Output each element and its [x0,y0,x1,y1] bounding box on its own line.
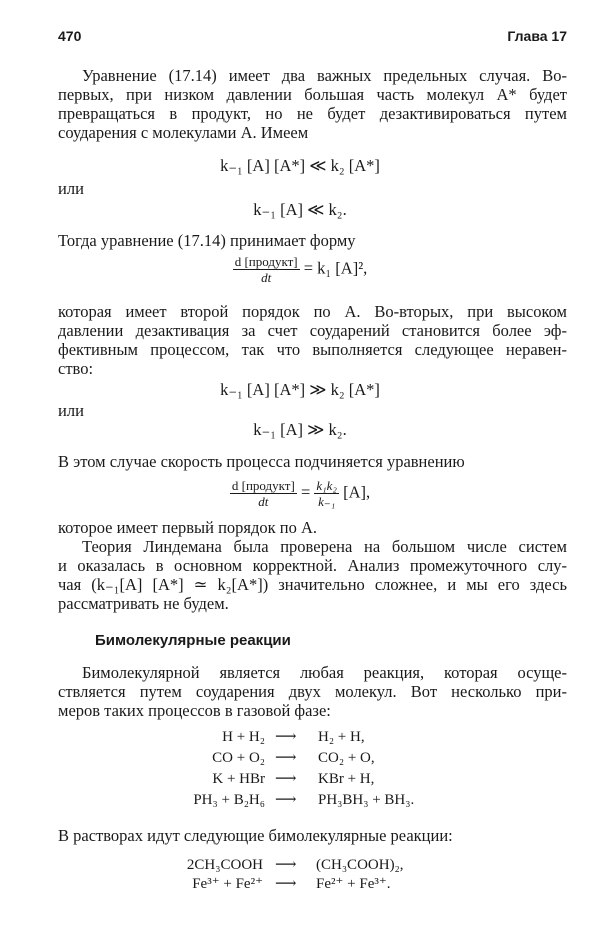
equation-rhs: = k₁ [A]², [303,258,368,278]
text-line: превращаться в продукт, но не будет дезактивироваться путем [58,104,567,123]
page-number: 470 [58,28,82,44]
text-line: В этом случае скорость процесса подчиняется уравнению [58,452,465,471]
text-line: Тогда уравнение (17.14) принимает форму [58,231,356,250]
reaction-right: CO₂ + O, [318,750,375,766]
text-line: Теория Линдемана была проверена на большом числе систем [82,537,567,556]
equation: k₋₁ [A] ≫ k₂. [253,420,347,439]
equation-rate-second-order [0,254,600,285]
fraction [314,478,339,509]
equation: k₋₁ [A] ≪ k₂. [253,200,347,219]
text-line: которое имеет первый порядок по A. [58,518,318,537]
text-line: и оказалась в основном корректной. Анализ промежуточного слу- [58,556,567,575]
equation-rate-first-order [0,478,600,509]
chapter-header: Глава 17 [507,28,567,44]
denominator: k₋₁ [318,494,336,509]
text-line: первых, при низком давлении большая часть молекул A* будет [58,85,567,104]
equation-tail: [A], [343,482,371,502]
fraction [230,478,297,509]
text-line: или [58,401,84,420]
arrow-icon: ⟶ [275,771,297,787]
reaction-right: (CH₃COOH)₂, [316,857,404,873]
text-line: Бимолекулярной является любая реакция, которая осуще- [82,663,567,682]
text-line: рассматривать не будем. [58,594,229,613]
equation: k₋₁ [A] [A*] ≪ k₂ [A*] [220,156,380,175]
text-line: чая (k₋₁[A] [A*] ≃ k₂[A*]) значительно сложнее, и мы его здесь [58,575,567,594]
denominator: dt [258,494,269,509]
text-line: давлении дезактивация за счет соударений становится более эф- [58,321,567,340]
reaction-right: KBr + H, [318,771,375,787]
arrow-icon: ⟶ [275,750,297,766]
text-line: или [58,179,84,198]
arrow-icon: ⟶ [275,857,297,873]
numerator: d [продукт] [234,254,298,269]
numerator: d [продукт] [231,478,295,493]
denominator: dt [261,270,272,285]
equation: k₋₁ [A] [A*] ≫ k₂ [A*] [220,380,380,399]
reaction-right: PH₃BH₃ + BH₃. [318,792,415,808]
text-line: соударения с молекулами A. Имеем [58,123,309,142]
text-line: Уравнение (17.14) имеет два важных предельных случая. Во- [82,66,567,85]
arrow-icon: ⟶ [275,876,297,892]
fraction [233,254,300,285]
text-line: ство: [58,359,94,378]
text-line: В растворах идут следующие бимолекулярные реакции: [58,826,453,845]
section-heading: Бимолекулярные реакции [95,632,291,649]
equals-sign: = [300,482,311,502]
numerator: k₁k₂ [316,478,337,493]
text-line: ствляется путем соударения двух молекул. Вот несколько при- [58,682,567,701]
arrow-icon: ⟶ [275,792,297,808]
arrow-icon: ⟶ [275,729,297,745]
text-line: фективным процессом, так что выполняется следующее неравен- [58,340,567,359]
reaction-right: Fe²⁺ + Fe³⁺. [316,876,391,892]
text-line: которая имеет второй порядок по A. Во-вторых, при высоком [58,302,567,321]
reaction-right: H₂ + H, [318,729,365,745]
text-line: меров таких процессов в газовой фазе: [58,701,331,720]
